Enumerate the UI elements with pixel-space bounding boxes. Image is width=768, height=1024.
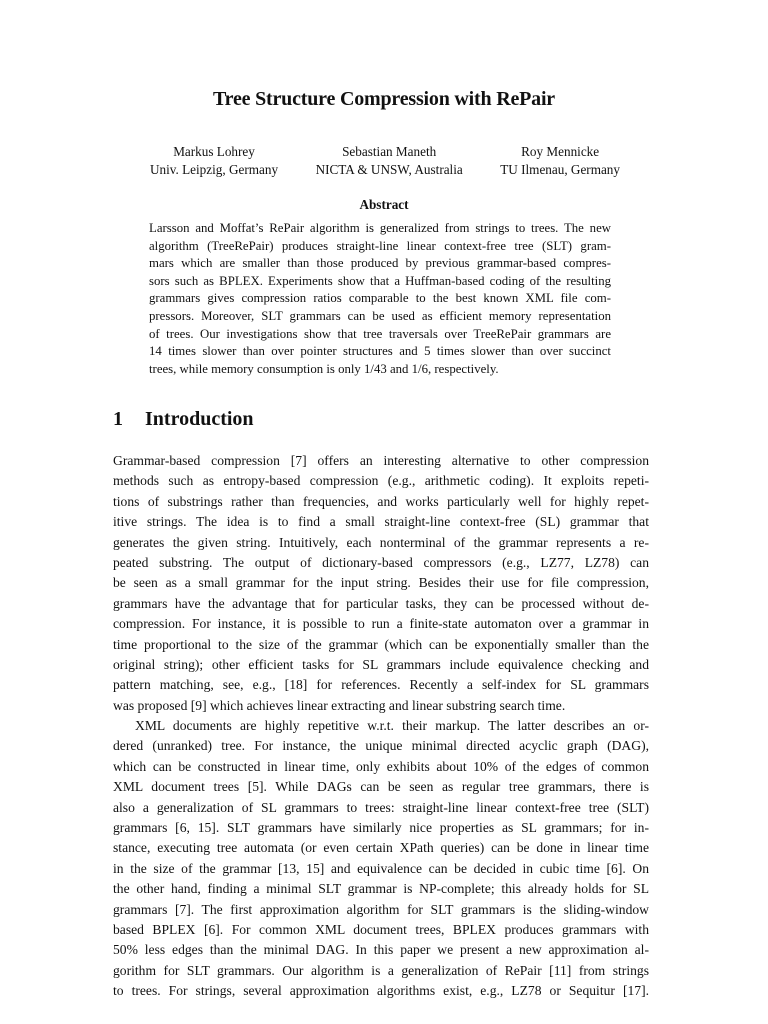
body-line: also a generalization of SL grammars to trees: straight-line linear context-free tree (SLT) bbox=[113, 799, 649, 815]
body-line: methods such as entropy-based compression (e.g., arithmetic coding). It exploits repeti- bbox=[113, 473, 649, 489]
body-line: compression. For instance, it is possible to run a finite-state automaton over a grammar in bbox=[113, 616, 649, 632]
author-affiliation: TU Ilmenau, Germany bbox=[500, 162, 620, 177]
abstract-line: mars which are smaller than those produced by previous grammar-based compres- bbox=[149, 256, 611, 271]
body-line: gorithm for SLT grammars. Our algorithm is a generalization of RePair [11] from strings bbox=[113, 962, 649, 978]
abstract-line: Larsson and Moffat’s RePair algorithm is generalized from strings to trees. The new bbox=[149, 221, 611, 235]
body-line: pattern matching, see, e.g., [18] for references. Recently a self-index for SL grammars bbox=[113, 677, 649, 693]
body-line: time proportional to the size of the grammar (which can be exponentially smaller than the bbox=[113, 636, 649, 652]
author-affiliation: NICTA & UNSW, Australia bbox=[315, 162, 463, 177]
body-line: the other hand, finding a minimal SLT grammar is NP-complete; this already holds for SL bbox=[113, 881, 649, 897]
body-line: dered (unranked) tree. For instance, the unique minimal directed acyclic graph (DAG), bbox=[113, 738, 649, 754]
abstract-line: sors such as BPLEX. Experiments show that a Huffman-based coding of the resulting bbox=[149, 273, 611, 288]
author-name: Sebastian Maneth bbox=[342, 144, 437, 159]
abstract-text bbox=[149, 220, 611, 378]
body-line: to trees. For strings, several approximation algorithms exist, e.g., LZ78 or Sequitur [17]. bbox=[113, 983, 649, 999]
author-affiliation: Univ. Leipzig, Germany bbox=[150, 162, 279, 177]
body-line: in the size of the grammar [13, 15] and equivalence can be decided in cubic time [6]. On bbox=[113, 860, 649, 876]
author-1 bbox=[150, 143, 278, 179]
author-3 bbox=[500, 143, 620, 179]
paper-title: Tree Structure Compression with RePair bbox=[213, 88, 555, 110]
body-line: peated substring. The output of dictionary-based compressors (e.g., LZ77, LZ78) can bbox=[113, 554, 649, 570]
introduction-body bbox=[113, 451, 649, 1002]
body-line: XML document trees [5]. While DAGs can be seen as regular tree grammars, there is bbox=[113, 779, 649, 795]
abstract-line: 14 times slower than over pointer structures and 5 times slower than over succinct bbox=[149, 344, 611, 359]
section-title: Introduction bbox=[145, 408, 254, 430]
body-line: based BPLEX [6]. For common XML document trees, BPLEX produces grammars with bbox=[113, 921, 649, 937]
author-name: Roy Mennicke bbox=[521, 144, 600, 159]
body-line: stance, executing tree automata (or even certain XPath queries) can be done in linear time bbox=[113, 840, 649, 856]
body-line: tions of substrings rather than frequencies, and works particularly well for highly repet- bbox=[113, 493, 649, 509]
author-block bbox=[150, 143, 620, 179]
abstract-line: grammars gives compression ratios comparable to the best known XML file com- bbox=[149, 291, 611, 306]
author-name: Markus Lohrey bbox=[173, 144, 255, 159]
body-line: grammars [6, 15]. SLT grammars have similarly nice properties as SL grammars; for in- bbox=[113, 820, 649, 836]
body-line: generates the given string. Intuitively, each nonterminal of the grammar represents a re- bbox=[113, 534, 649, 550]
section-number: 1 bbox=[113, 408, 123, 430]
abstract-heading: Abstract bbox=[359, 197, 409, 212]
abstract-line: pressors. Moreover, SLT grammars can be used as efficient memory representation bbox=[149, 308, 611, 323]
body-line: grammars [7]. The first approximation algorithm for SLT grammars is the sliding-window bbox=[113, 901, 649, 917]
abstract-line: of trees. Our investigations show that tree traversals over TreeRePair grammars are bbox=[149, 326, 611, 341]
abstract-line: algorithm (TreeRePair) produces straight-line linear context-free tree (SLT) gram- bbox=[149, 238, 611, 253]
body-line: was proposed [9] which achieves linear extracting and linear substring search time. bbox=[113, 697, 566, 713]
body-line: Grammar-based compression [7] offers an interesting alternative to other compression bbox=[113, 453, 649, 468]
body-line: be seen as a small grammar for the input string. Besides their use for file compression, bbox=[113, 575, 649, 591]
body-line: XML documents are highly repetitive w.r.t. their markup. The latter describes an or- bbox=[135, 718, 649, 734]
section-heading bbox=[113, 408, 254, 431]
body-line: itive strings. The idea is to find a small straight-line context-free (SL) grammar that bbox=[113, 514, 649, 530]
body-line: 50% less edges than the minimal DAG. In this paper we present a new approximation al- bbox=[113, 942, 649, 958]
body-line: grammars have the advantage that for particular tasks, they can be processed without de- bbox=[113, 595, 649, 611]
body-line: original string); other efficient tasks for SL grammars include equivalence checking and bbox=[113, 656, 649, 672]
author-2 bbox=[316, 143, 463, 179]
body-line: which can be constructed in linear time, only exhibits about 10% of the edges of common bbox=[113, 758, 649, 774]
abstract-line: trees, while memory consumption is only 1/43 and 1/6, respectively. bbox=[149, 361, 499, 376]
